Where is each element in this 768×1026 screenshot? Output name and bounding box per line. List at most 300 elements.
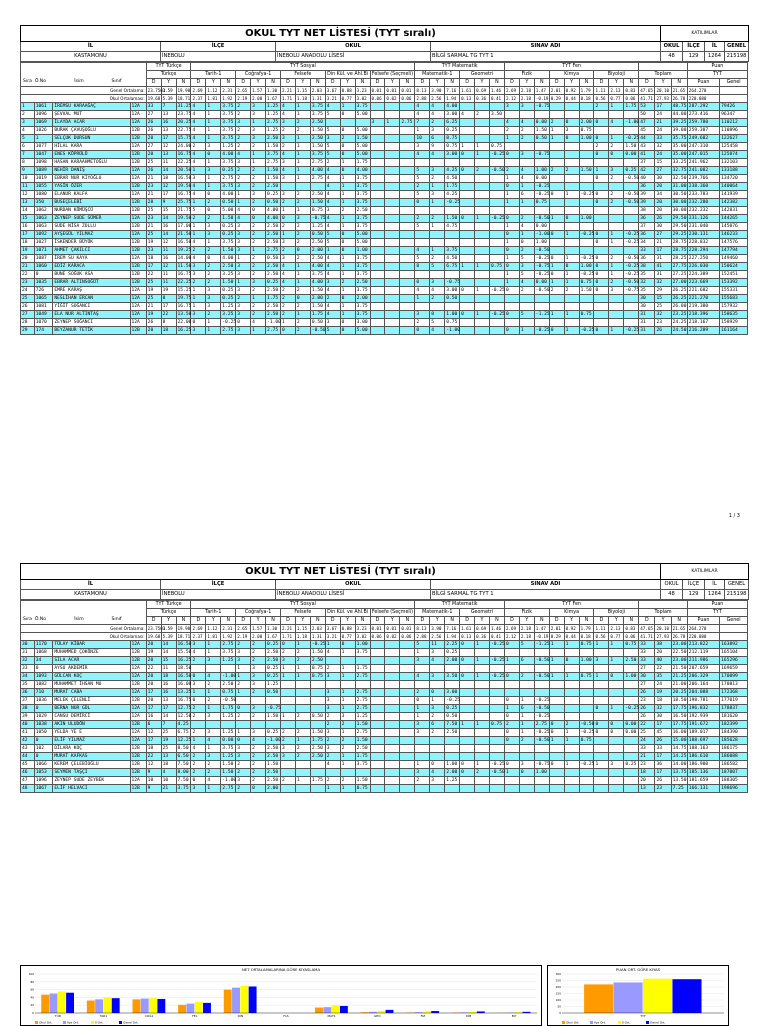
score-cell: 2 bbox=[430, 729, 445, 737]
score-cell bbox=[460, 279, 475, 287]
score-cell bbox=[564, 697, 579, 705]
total-cell: 30 bbox=[639, 303, 655, 311]
score-cell: 1 bbox=[609, 705, 624, 713]
student-row[interactable] bbox=[21, 127, 748, 135]
student-row[interactable] bbox=[21, 223, 748, 231]
score-cell: 1 bbox=[564, 255, 579, 263]
score-cell: 13 bbox=[161, 127, 176, 135]
score-cell: 2.00 bbox=[310, 247, 325, 255]
score-cell bbox=[549, 103, 564, 111]
score-cell bbox=[370, 689, 385, 697]
average-cell: 3.59 bbox=[161, 87, 176, 95]
student-row[interactable] bbox=[21, 247, 748, 255]
score-cell: 1 bbox=[191, 303, 206, 311]
subject-matematik: Matematik-1 bbox=[415, 71, 460, 79]
score-cell: 1 bbox=[206, 745, 221, 753]
score-cell: 1 bbox=[564, 761, 579, 769]
col-y: Y bbox=[161, 617, 176, 625]
score-cell: 1 bbox=[340, 753, 355, 761]
student-row[interactable] bbox=[21, 311, 748, 319]
score-cell: 2 bbox=[564, 287, 579, 295]
score-cell bbox=[445, 159, 460, 167]
general-rank: 110212 bbox=[720, 119, 748, 127]
student-row[interactable] bbox=[21, 183, 748, 191]
score-cell: 17 bbox=[146, 737, 161, 745]
score-cell: 2 bbox=[191, 143, 206, 151]
student-row[interactable] bbox=[21, 761, 748, 769]
score-cell bbox=[460, 681, 475, 689]
average-cell: 2.18 bbox=[519, 95, 534, 103]
student-row[interactable] bbox=[21, 119, 748, 127]
subject-biyoloji: Biyoloji bbox=[594, 609, 639, 617]
student-class: 12B bbox=[130, 761, 146, 769]
score-cell: 1 bbox=[460, 263, 475, 271]
student-row[interactable] bbox=[21, 239, 748, 247]
score-cell: 2.00 bbox=[445, 769, 460, 777]
student-row[interactable] bbox=[21, 737, 748, 745]
score-cell: 0 bbox=[549, 255, 564, 263]
average-cell: 19.90 bbox=[176, 625, 191, 633]
score-cell: 1 bbox=[564, 327, 579, 335]
student-row[interactable] bbox=[21, 769, 748, 777]
score-cell bbox=[400, 689, 415, 697]
total-cell: 24 bbox=[655, 127, 671, 135]
student-row[interactable] bbox=[21, 327, 748, 335]
total-cell: 23 bbox=[655, 319, 671, 327]
score-cell: 2.50 bbox=[266, 649, 281, 657]
student-row[interactable] bbox=[21, 657, 748, 665]
score-cell: 0 bbox=[594, 705, 609, 713]
score-cell: 0.25 bbox=[221, 295, 236, 303]
student-row[interactable] bbox=[21, 295, 748, 303]
score-cell: 0 bbox=[519, 239, 534, 247]
student-no: 1047 bbox=[34, 151, 53, 159]
student-row[interactable] bbox=[21, 215, 748, 223]
score-cell bbox=[310, 785, 325, 793]
score-cell bbox=[280, 721, 295, 729]
student-row[interactable] bbox=[21, 287, 748, 295]
score-cell bbox=[534, 689, 549, 697]
student-class: 12B bbox=[130, 649, 146, 657]
score-cell: 2 bbox=[325, 713, 340, 721]
student-name: ELİF YILMAZ bbox=[53, 737, 130, 745]
student-rank: 39 bbox=[21, 713, 35, 721]
score-cell bbox=[489, 665, 504, 673]
average-cell: 2.69 bbox=[191, 625, 206, 633]
student-row[interactable] bbox=[21, 255, 748, 263]
score-cell: -0.25 bbox=[534, 191, 549, 199]
score-cell bbox=[206, 721, 221, 729]
score-cell: 2 bbox=[475, 167, 490, 175]
student-row[interactable] bbox=[21, 199, 748, 207]
col-d: D bbox=[146, 79, 161, 87]
score-cell: 1 bbox=[415, 705, 430, 713]
student-row[interactable] bbox=[21, 175, 748, 183]
student-row[interactable] bbox=[21, 279, 748, 287]
score-cell: -0.50 bbox=[624, 191, 639, 199]
student-row[interactable] bbox=[21, 111, 748, 119]
student-class: 12B bbox=[130, 239, 146, 247]
score-cell: 1 bbox=[340, 697, 355, 705]
score-cell: 1 bbox=[340, 761, 355, 769]
col-y: Y bbox=[251, 79, 266, 87]
bar-İlçe Ort. bbox=[232, 988, 240, 1013]
score-cell: 1 bbox=[475, 143, 490, 151]
score-cell bbox=[579, 103, 594, 111]
student-row[interactable] bbox=[21, 729, 748, 737]
student-row[interactable] bbox=[21, 673, 748, 681]
score-cell: 18 bbox=[161, 673, 176, 681]
score-cell: 25 bbox=[146, 295, 161, 303]
student-row[interactable] bbox=[21, 697, 748, 705]
average-cell: 2.69 bbox=[191, 87, 206, 95]
student-row[interactable] bbox=[21, 303, 748, 311]
score-cell bbox=[460, 327, 475, 335]
score-cell bbox=[579, 207, 594, 215]
average-row bbox=[21, 633, 748, 641]
score-cell bbox=[609, 713, 624, 721]
score-cell: 0 bbox=[594, 175, 609, 183]
student-row[interactable] bbox=[21, 319, 748, 327]
student-row[interactable] bbox=[21, 721, 748, 729]
score-cell bbox=[564, 103, 579, 111]
score-cell: 1 bbox=[251, 247, 266, 255]
student-row[interactable] bbox=[21, 135, 748, 143]
student-row[interactable] bbox=[21, 167, 748, 175]
student-row[interactable] bbox=[21, 689, 748, 697]
total-cell: 21.00 bbox=[671, 681, 687, 689]
general-rank: 149460 bbox=[720, 255, 748, 263]
score-cell: 1 bbox=[340, 705, 355, 713]
student-class: 12B bbox=[130, 247, 146, 255]
score-cell: 0 bbox=[340, 247, 355, 255]
total-cell: 43 bbox=[639, 143, 655, 151]
student-row[interactable] bbox=[21, 271, 748, 279]
score-cell: 9 bbox=[146, 785, 161, 793]
student-row[interactable] bbox=[21, 713, 748, 721]
student-row[interactable] bbox=[21, 231, 748, 239]
col-y: Y bbox=[161, 79, 176, 87]
score-cell: 2.75 bbox=[355, 673, 370, 681]
score-cell: 1 bbox=[206, 159, 221, 167]
total-cell: 25 bbox=[655, 303, 671, 311]
score-cell bbox=[475, 119, 490, 127]
score-cell bbox=[594, 689, 609, 697]
score-cell: 12 bbox=[161, 263, 176, 271]
score-cell: 4.00 bbox=[266, 207, 281, 215]
score-cell: 3.00 bbox=[445, 689, 460, 697]
bar-Genel Ort. bbox=[203, 1003, 211, 1013]
score-cell: 4 bbox=[415, 673, 430, 681]
total-cell: 21.50 bbox=[671, 665, 687, 673]
total-cell: 47 bbox=[639, 119, 655, 127]
average-cell: 0.01 bbox=[400, 87, 415, 95]
score-cell: 10 bbox=[146, 777, 161, 785]
total-cell: 30.00 bbox=[671, 207, 687, 215]
student-class: 12B bbox=[130, 151, 146, 159]
score-cell: 3 bbox=[430, 777, 445, 785]
average-cell: 0.77 bbox=[609, 95, 624, 103]
score-cell: 1 bbox=[475, 673, 490, 681]
student-row[interactable] bbox=[21, 207, 748, 215]
score-cell: 0 bbox=[594, 287, 609, 295]
student-class: 12A bbox=[130, 673, 146, 681]
score-cell: 1 bbox=[504, 223, 519, 231]
average-cell: 1.57 bbox=[251, 87, 266, 95]
col-y: Y bbox=[206, 79, 221, 87]
score-cell bbox=[385, 207, 400, 215]
general-rank: 186582 bbox=[720, 761, 748, 769]
student-rank: 44 bbox=[21, 753, 35, 761]
score-cell: 1 bbox=[430, 247, 445, 255]
col-d: D bbox=[504, 617, 519, 625]
score-cell: -0.25 bbox=[579, 271, 594, 279]
score-cell: 0 bbox=[564, 263, 579, 271]
score-cell: 0 bbox=[415, 199, 430, 207]
student-row[interactable] bbox=[21, 665, 748, 673]
score-cell bbox=[534, 111, 549, 119]
score-cell bbox=[579, 753, 594, 761]
average-cell: 1.30 bbox=[266, 87, 281, 95]
score-cell: 22.25 bbox=[176, 279, 191, 287]
score-cell: 11 bbox=[161, 665, 176, 673]
x-tick-label: GEO bbox=[374, 1014, 381, 1018]
score-cell bbox=[370, 207, 385, 215]
score-cell bbox=[370, 745, 385, 753]
score-cell: 2 bbox=[340, 279, 355, 287]
score-cell: 3.75 bbox=[445, 247, 460, 255]
score-cell bbox=[519, 111, 534, 119]
average-cell: 1.57 bbox=[251, 625, 266, 633]
score-cell: 3.75 bbox=[221, 119, 236, 127]
score-cell bbox=[295, 681, 310, 689]
score-cell: 7 bbox=[415, 119, 430, 127]
total-cell: 30 bbox=[655, 223, 671, 231]
col-genel: Genel bbox=[720, 617, 748, 625]
score-cell: 12.25 bbox=[176, 737, 191, 745]
general-rank: 150624 bbox=[720, 263, 748, 271]
score-cell: 2.75 bbox=[221, 641, 236, 649]
score-cell: 0.50 bbox=[445, 295, 460, 303]
score-cell: 2 bbox=[251, 745, 266, 753]
score-cell bbox=[609, 697, 624, 705]
student-row[interactable] bbox=[21, 649, 748, 657]
score-cell bbox=[325, 119, 340, 127]
score-cell: 0.00 bbox=[624, 151, 639, 159]
score-cell bbox=[609, 303, 624, 311]
score-cell bbox=[400, 255, 415, 263]
score-cell: 4 bbox=[280, 151, 295, 159]
score-cell: 4 bbox=[236, 215, 251, 223]
score-cell: 3 bbox=[415, 657, 430, 665]
score-cell: 1.00 bbox=[579, 263, 594, 271]
score-cell: 25 bbox=[146, 159, 161, 167]
score-cell: 0 bbox=[564, 657, 579, 665]
score-cell bbox=[504, 319, 519, 327]
bar-İl Ort. bbox=[149, 998, 157, 1013]
average-row bbox=[21, 95, 748, 103]
score-cell bbox=[430, 207, 445, 215]
average-cell: 2.08 bbox=[251, 95, 266, 103]
score-cell: 3 bbox=[251, 127, 266, 135]
bar-İl Ort. bbox=[195, 1002, 203, 1013]
total-cell: 14.00 bbox=[671, 761, 687, 769]
score-cell bbox=[475, 223, 490, 231]
score-cell: 5 bbox=[415, 641, 430, 649]
total-cell: 27.75 bbox=[671, 263, 687, 271]
student-rank: 47 bbox=[21, 777, 35, 785]
score-cell: 4 bbox=[325, 649, 340, 657]
score-cell: 3 bbox=[430, 279, 445, 287]
score-cell bbox=[385, 657, 400, 665]
score-cell: 3.75 bbox=[310, 271, 325, 279]
score-cell bbox=[489, 753, 504, 761]
student-row[interactable] bbox=[21, 681, 748, 689]
score-cell bbox=[534, 665, 549, 673]
score-cell: 2 bbox=[236, 761, 251, 769]
student-row[interactable] bbox=[21, 159, 748, 167]
score-cell: -0.25 bbox=[489, 673, 504, 681]
score-cell bbox=[549, 223, 564, 231]
score-cell bbox=[564, 689, 579, 697]
total-cell: 17 bbox=[655, 103, 671, 111]
score-cell: 1 bbox=[236, 665, 251, 673]
student-no: 1 bbox=[34, 135, 53, 143]
student-row[interactable] bbox=[21, 191, 748, 199]
score-cell: 0 bbox=[549, 191, 564, 199]
score-cell: 2 bbox=[519, 247, 534, 255]
total-cell: 20.25 bbox=[671, 689, 687, 697]
col-n: N bbox=[671, 617, 687, 625]
tyt-score: 232.232 bbox=[687, 207, 719, 215]
tyt-score: 231.040 bbox=[687, 223, 719, 231]
general-rank: 134720 bbox=[720, 175, 748, 183]
col-n: N bbox=[579, 79, 594, 87]
score-cell: 3 bbox=[280, 175, 295, 183]
score-cell: 0 bbox=[504, 183, 519, 191]
score-cell bbox=[385, 295, 400, 303]
student-row[interactable] bbox=[21, 745, 748, 753]
student-rank: 24 bbox=[21, 287, 35, 295]
score-cell: 2 bbox=[251, 263, 266, 271]
score-cell: 19 bbox=[161, 287, 176, 295]
score-cell: 0 bbox=[504, 641, 519, 649]
col-y: Y bbox=[295, 79, 310, 87]
col-y: Y bbox=[206, 617, 221, 625]
total-cell: 22.50 bbox=[671, 649, 687, 657]
score-cell bbox=[400, 207, 415, 215]
score-cell: 6.75 bbox=[176, 729, 191, 737]
legend-label: İl Ort. bbox=[95, 1020, 103, 1025]
average-cell: 1.18 bbox=[295, 95, 310, 103]
score-cell bbox=[475, 247, 490, 255]
total-cell: 26 bbox=[639, 713, 655, 721]
average-cell: 0.02 bbox=[385, 633, 400, 641]
student-row[interactable] bbox=[21, 103, 748, 111]
student-rank: 27 bbox=[21, 311, 35, 319]
il-label: İL bbox=[21, 580, 161, 590]
score-cell: 1 bbox=[236, 199, 251, 207]
score-cell: 1 bbox=[206, 111, 221, 119]
score-cell: 0 bbox=[191, 777, 206, 785]
score-cell bbox=[489, 745, 504, 753]
student-row[interactable] bbox=[21, 777, 748, 785]
general-rank: 172368 bbox=[720, 689, 748, 697]
total-cell: 31 bbox=[639, 311, 655, 319]
general-rank: 79426 bbox=[720, 103, 748, 111]
score-cell: 1.50 bbox=[445, 215, 460, 223]
legend-label: Okul Ort. bbox=[39, 1021, 52, 1025]
score-cell: -1.00 bbox=[624, 119, 639, 127]
score-cell: 1 bbox=[519, 231, 534, 239]
score-cell: 1 bbox=[236, 255, 251, 263]
student-name: TÜLAY KİBAR bbox=[53, 641, 130, 649]
score-cell bbox=[534, 143, 549, 151]
student-name: HİLAL KARA bbox=[53, 143, 130, 151]
score-cell bbox=[475, 231, 490, 239]
student-row[interactable] bbox=[21, 143, 748, 151]
general-rank: 96347 bbox=[720, 111, 748, 119]
score-cell: 27 bbox=[146, 111, 161, 119]
tyt-score: 181.659 bbox=[687, 777, 719, 785]
student-row[interactable] bbox=[21, 151, 748, 159]
score-cell: 5 bbox=[415, 175, 430, 183]
general-rank: 147794 bbox=[720, 247, 748, 255]
score-cell bbox=[445, 681, 460, 689]
score-cell: 2 bbox=[549, 119, 564, 127]
bar-Genel Ort. bbox=[340, 1006, 348, 1013]
score-cell: 2 bbox=[280, 199, 295, 207]
student-row[interactable] bbox=[21, 785, 748, 793]
student-row[interactable] bbox=[21, 263, 748, 271]
score-cell: 3 bbox=[504, 103, 519, 111]
score-cell: -0.75 bbox=[534, 263, 549, 271]
general-rank: 188305 bbox=[720, 777, 748, 785]
score-cell: 1.75 bbox=[310, 311, 325, 319]
score-cell: 1 bbox=[191, 737, 206, 745]
student-row[interactable] bbox=[21, 641, 748, 649]
score-cell: 1.00 bbox=[445, 761, 460, 769]
score-cell: 2.50 bbox=[310, 753, 325, 761]
y-tick-label: 300 bbox=[556, 972, 562, 976]
total-cell: 23.25 bbox=[671, 311, 687, 319]
score-cell: 2.50 bbox=[624, 657, 639, 665]
score-cell: 1.25 bbox=[221, 303, 236, 311]
tyt-score: 213.822 bbox=[687, 641, 719, 649]
score-cell: 16.50 bbox=[176, 641, 191, 649]
student-class: 12B bbox=[130, 199, 146, 207]
average-cell: 1.67 bbox=[266, 95, 281, 103]
average-cell: 2.18 bbox=[519, 87, 534, 95]
score-cell bbox=[475, 327, 490, 335]
student-row[interactable] bbox=[21, 705, 748, 713]
total-cell: 23 bbox=[639, 697, 655, 705]
score-cell bbox=[579, 247, 594, 255]
legend-label: Okul Ort. bbox=[566, 1021, 579, 1025]
student-row[interactable] bbox=[21, 753, 748, 761]
score-cell: 23 bbox=[146, 183, 161, 191]
score-cell: 9 bbox=[146, 769, 161, 777]
score-cell bbox=[564, 151, 579, 159]
score-cell bbox=[609, 159, 624, 167]
score-cell: 4 bbox=[415, 247, 430, 255]
score-cell: 8.00 bbox=[176, 769, 191, 777]
score-cell: 2.50 bbox=[310, 119, 325, 127]
student-rank: 14 bbox=[21, 207, 35, 215]
score-cell bbox=[534, 745, 549, 753]
score-cell: -0.25 bbox=[489, 641, 504, 649]
student-class: 12B bbox=[130, 697, 146, 705]
